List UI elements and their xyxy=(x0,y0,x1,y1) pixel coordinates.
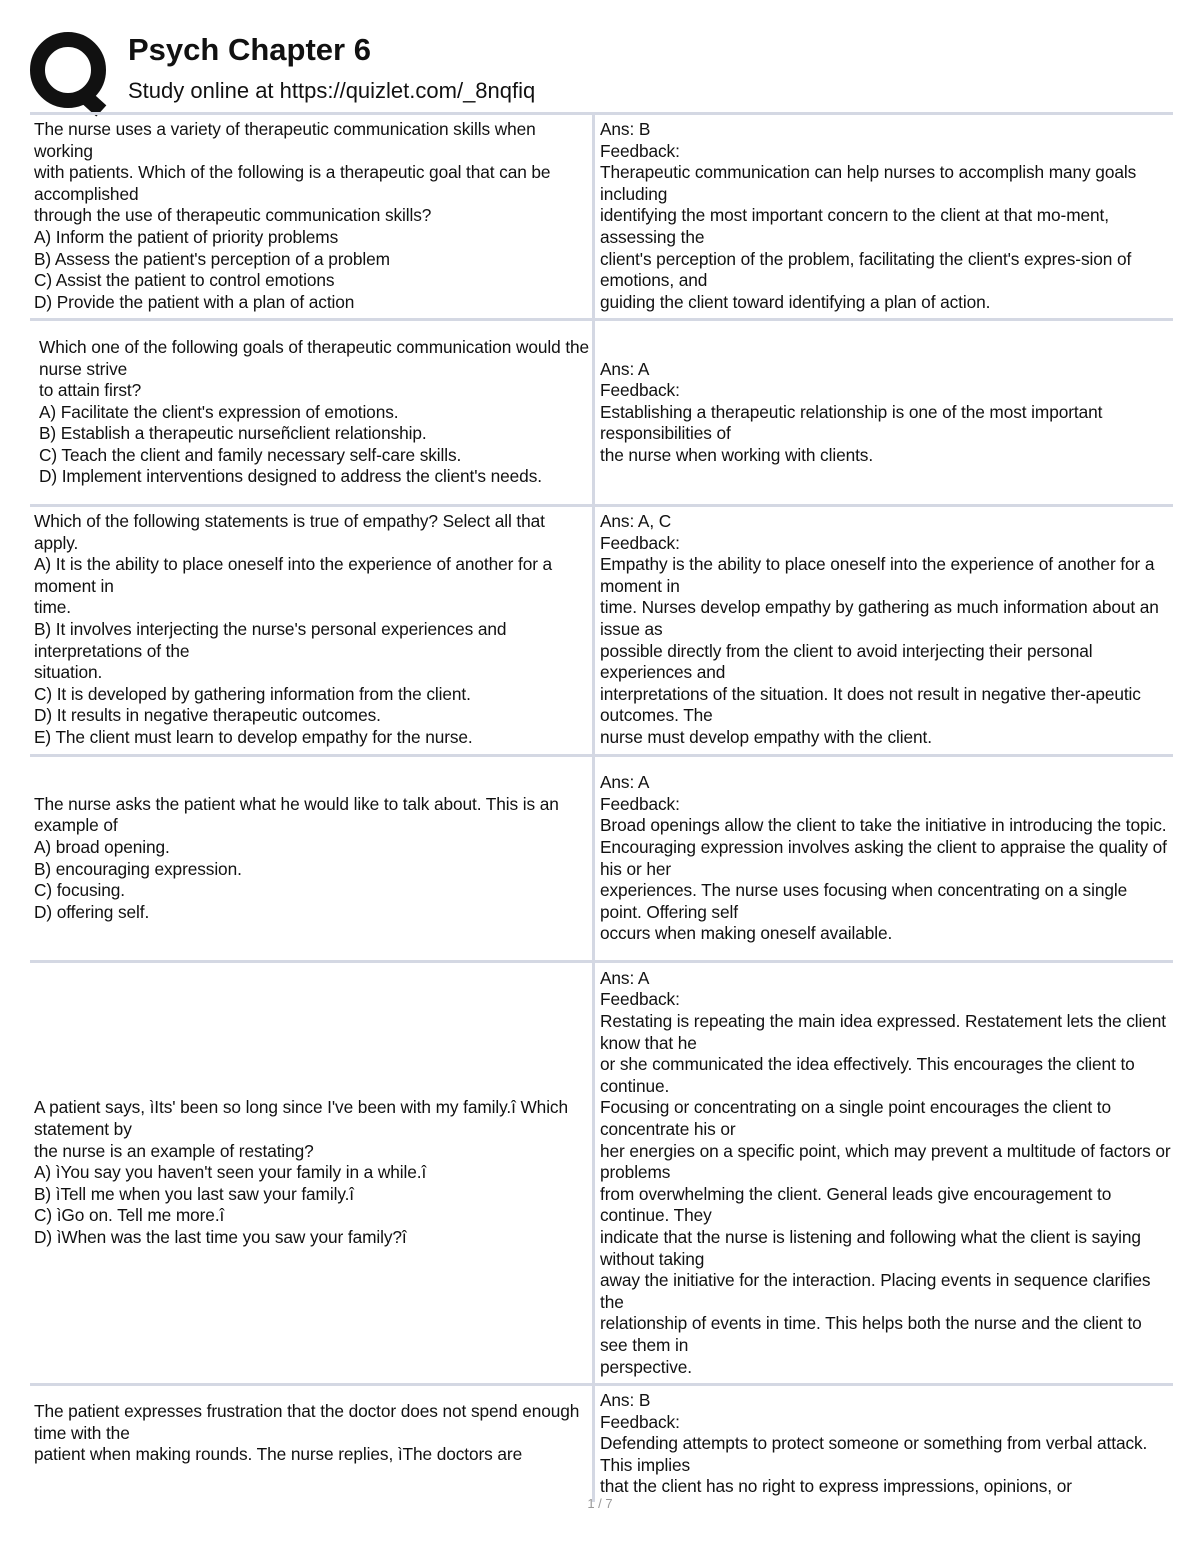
answer-text: Ans: A Feedback: Restating is repeating the main idea expressed. Restatement lets the client know that he or she communicated the idea effectively. This encourages the client to continue. Focusing or concentrating on a single point encourages the client to concentrate his or her energies on a specific point, which may prevent a multitude of factors or problems from overwhelming the client. General leads give encouragement to continue. They indicate that the nurse is listening and following what the client is saying without taking away the initiative for the interaction. Placing events in sequence clarifies the relationship of events in time. This helps both the nurse and the client to see them in perspective. xyxy=(600,967,1171,1377)
question-text: Which of the following statements is true of empathy? Select all that apply. A) It is the ability to place oneself into the experience of another for a moment in time. B) It involves interjecting the nurse's personal experiences and interpretations of the situation. C) It is developed by gathering information from the client. D) It results in negative therapeutic outcomes. E) The client must learn to develop empathy for the nurse. xyxy=(34,511,553,747)
flashcard-row xyxy=(30,112,1173,318)
answer-text: Ans: A Feedback: Establishing a therapeutic relationship is one of the most important responsibilities of the nurse when working with clients. xyxy=(600,358,1103,465)
answer-text: Ans: B Feedback: Defending attempts to protect someone or something from verbal attack. This implies that the client has no right to express impressions, opinions, or xyxy=(600,1390,1148,1497)
flashcard-row xyxy=(30,960,1173,1383)
question-cell xyxy=(30,757,595,960)
question-text: The patient expresses frustration that the doctor does not spend enough time with the patient when making rounds. The nurse replies, ìThe doctors are xyxy=(34,1401,580,1465)
question-text: A patient says, ìIts' been so long since I've been with my family.î Which statement by the nurse is an example of restating? A) ìYou say you haven't seen your family in a while.î B) ìTell me when you last saw your family.î C) ìGo on. Tell me more.î D) ìWhen was the last time you saw your family?î xyxy=(34,1097,568,1247)
answer-cell xyxy=(595,1386,1173,1502)
answer-cell xyxy=(595,757,1173,960)
question-cell xyxy=(30,507,595,754)
question-cell xyxy=(30,963,595,1383)
answer-text: Ans: A, C Feedback: Empathy is the ability to place oneself into the experience of another for a moment in time. Nurses develop empathy by gathering as much information about an issue as possible directly from the client to avoid interjecting their personal experiences and interpretations of the situation. It does not result in negative ther-apeutic outcomes. The nurse must develop empathy with the client. xyxy=(600,511,1159,747)
answer-text: Ans: B Feedback: Therapeutic communication can help nurses to accomplish many goals including identifying the most important concern to the client at that mo-ment, assessing the client's perception of the problem, facilitating the client's expres-sion of emotions, and guiding the client toward identifying a plan of action. xyxy=(600,119,1137,312)
flashcard-row xyxy=(30,504,1173,754)
flashcard-row xyxy=(30,318,1173,504)
question-cell xyxy=(30,321,595,504)
answer-text: Ans: A Feedback: Broad openings allow the client to take the initiative in introducing the topic. Encouraging expression involves asking the client to appraise the quality of his or her experiences. The nurse uses focusing when concentrating on a single point. Offering self occurs when making oneself available. xyxy=(600,772,1167,944)
question-cell xyxy=(30,115,595,318)
page-number: 1 / 7 xyxy=(587,1496,613,1511)
question-text: The nurse asks the patient what he would like to talk about. This is an example of A) broad opening. B) encouraging expression. C) focusing. D) offering self. xyxy=(34,793,559,922)
question-text: The nurse uses a variety of therapeutic communication skills when working with patients. Which of the following is a therapeutic goal that can be accomplished through the use of therapeutic communication skills? A) Inform the patient of priority problems B) Assess the patient's perception of a problem C) Assist the patient to control emotions D) Provide the patient with a plan of action xyxy=(34,119,551,312)
question-text: Which one of the following goals of therapeutic communication would the nurse strive to attain first? A) Facilitate the client's expression of emotions. B) Establish a therapeutic nurseñclient relationship. C) Teach the client and family necessary self-care skills. D) Implement interventions designed to address the client's needs. xyxy=(39,336,590,487)
flashcard-table xyxy=(30,112,1173,1502)
page-header xyxy=(30,30,1170,110)
document-title: Psych Chapter 6 xyxy=(128,32,371,67)
question-cell xyxy=(30,1386,595,1502)
study-online-link[interactable]: Study online at https://quizlet.com/_8nqfiq xyxy=(128,78,536,103)
answer-cell xyxy=(595,963,1173,1383)
answer-cell xyxy=(595,115,1173,318)
flashcard-row xyxy=(30,754,1173,960)
flashcard-row xyxy=(30,1383,1173,1502)
answer-cell xyxy=(595,321,1173,504)
answer-cell xyxy=(595,507,1173,754)
